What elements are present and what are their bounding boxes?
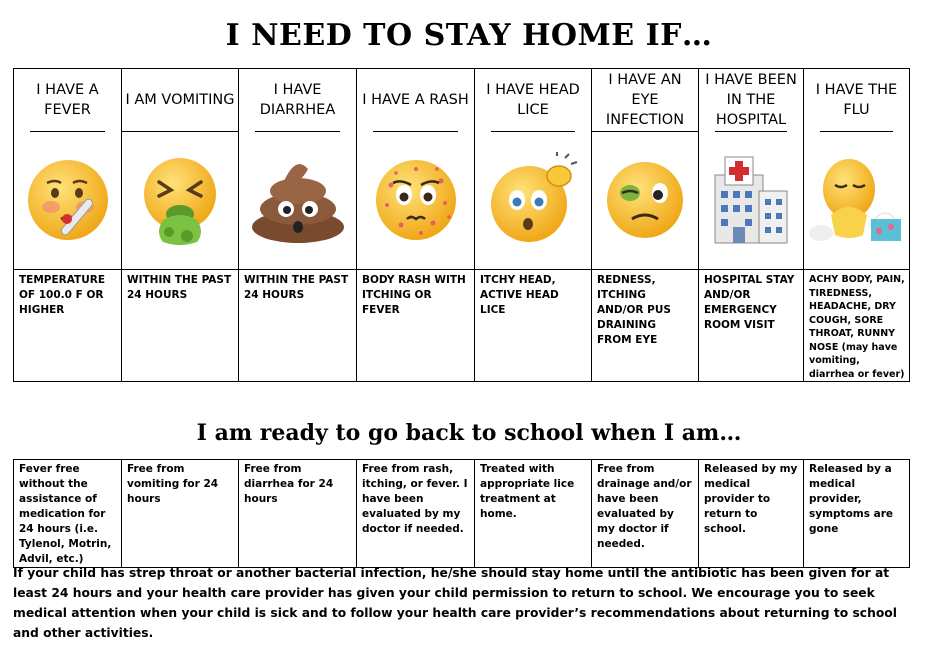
itchy-head-face-icon [475,133,591,267]
column-rash [357,69,475,270]
column-head-lice [475,69,592,270]
description-cell: ITCHY HEAD, ACTIVE HEAD LICE [475,270,592,382]
fever-face-icon [14,133,121,267]
rash-face-icon [357,133,474,267]
page-title: I NEED TO STAY HOME IF… [225,18,713,53]
description-cell: HOSPITAL STAY AND/OR EMERGENCY ROOM VISIT [699,270,804,382]
column-heading: I HAVE A RASH [362,91,469,108]
symptoms-description-row [14,270,910,382]
column-diarrhea [239,69,357,270]
column-eye-infection [592,69,699,270]
ready-table [13,459,910,568]
ready-cell: Free from diarrhea for 24 hours [239,460,357,568]
column-heading: I HAVE A FEVER [36,81,99,118]
column-hospital [699,69,804,270]
ready-cell: Fever free without the assistance of medication for 24 hours (i.e. Tylenol, Motrin, Advil, etc.) [14,460,122,568]
column-heading: I AM VOMITING [125,91,235,108]
ready-cell: Released by a medical provider, symptoms are gone [804,460,910,568]
description-cell: REDNESS, ITCHING AND/OR PUS DRAINING FROM EYE [592,270,699,382]
flu-face-icon [804,133,909,267]
column-heading: I HAVE DIARRHEA [259,81,336,118]
ready-cell: Released by my medical provider to return to school. [699,460,804,568]
symptoms-header-row [14,69,910,270]
ready-row [14,460,910,568]
ready-cell: Free from rash, itching, or fever. I have been evaluated by my doctor if needed. [357,460,475,568]
column-heading: I HAVE BEEN IN THE HOSPITAL [705,71,797,128]
ready-cell: Treated with appropriate lice treatment at home. [475,460,592,568]
poop-icon [239,133,356,267]
column-heading: I HAVE HEAD LICE [486,81,580,118]
symptoms-table [13,68,910,382]
description-cell: ACHY BODY, PAIN, TIREDNESS, HEADACHE, DRY COUGH, SORE THROAT, RUNNY NOSE (may have vomiting, diarrhea or fever) [804,270,910,382]
footer-note: If your child has strep throat or another bacterial infection, he/she should stay home until the antibiotic has been given for at least 24 hours and your health care provider has given your child permission to return to school. We encourage you to seek medical attention when your child is sick and to follow your health care provider’s recommendations about returning to school and other activities. [13,566,897,640]
hospital-icon [699,133,803,267]
description-cell: WITHIN THE PAST 24 HOURS [122,270,239,382]
description-cell: WITHIN THE PAST 24 HOURS [239,270,357,382]
column-heading: I HAVE AN EYE INFECTION [605,71,685,128]
column-heading: I HAVE THE FLU [815,81,898,118]
vomiting-face-icon [122,133,238,267]
column-flu [804,69,910,270]
description-cell: BODY RASH WITH ITCHING OR FEVER [357,270,475,382]
ready-title: I am ready to go back to school when I am… [196,420,742,446]
eye-infection-face-icon [592,133,698,267]
column-vomiting [122,69,239,270]
ready-cell: Free from drainage and/or have been evaluated by my doctor if needed. [592,460,699,568]
column-fever [14,69,122,270]
description-cell: TEMPERATURE OF 100.0 F OR HIGHER [14,270,122,382]
ready-cell: Free from vomiting for 24 hours [122,460,239,568]
